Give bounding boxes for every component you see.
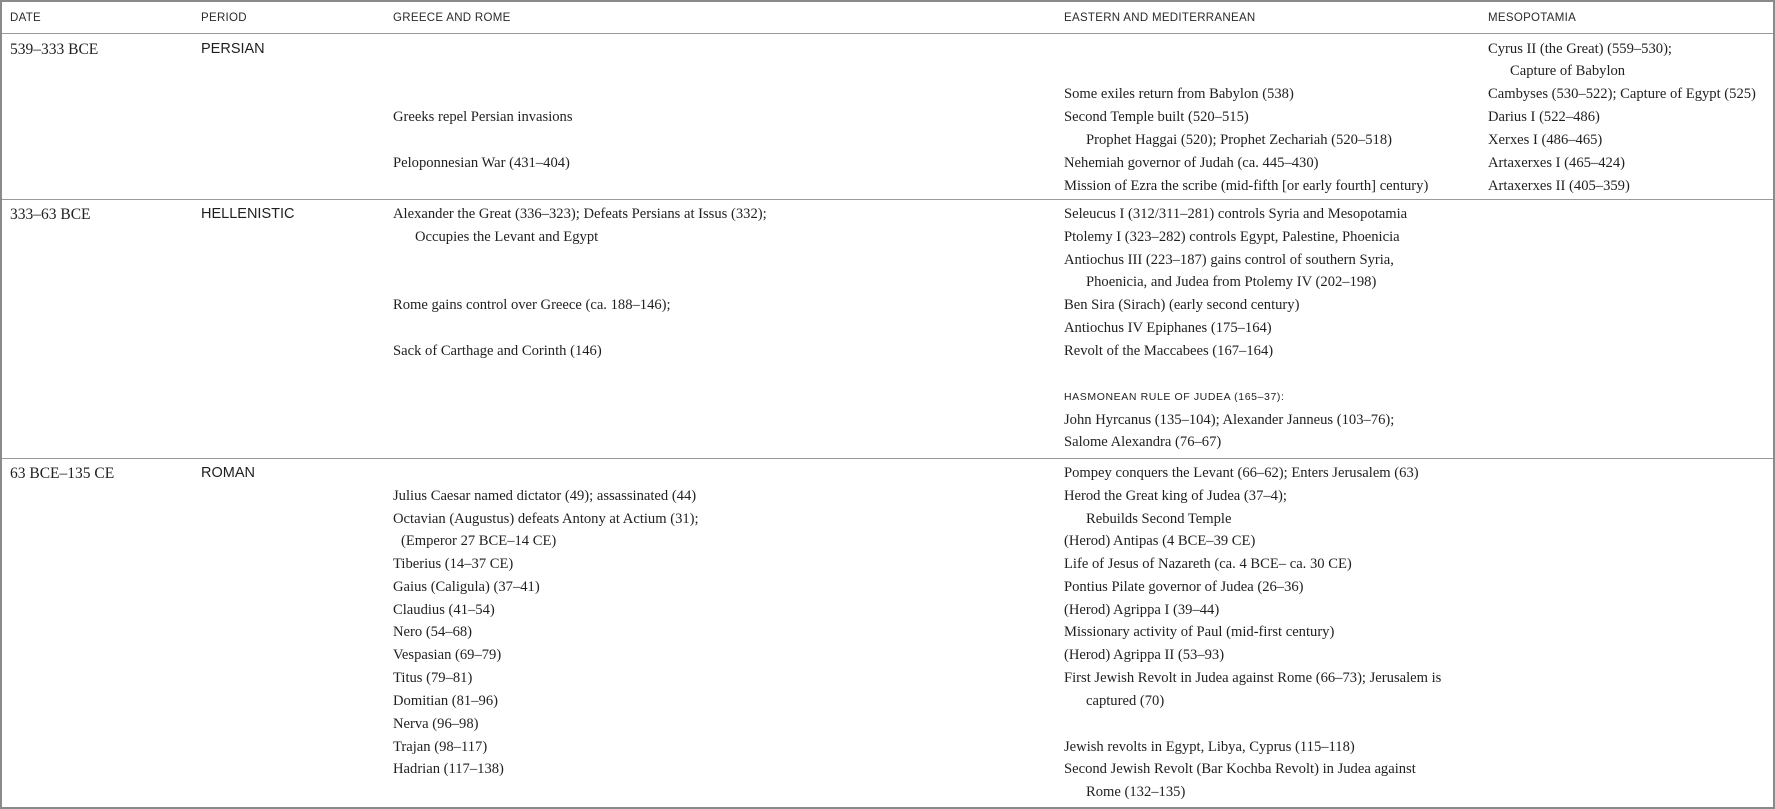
list-item: Salome Alexandra (76–67)	[1064, 434, 1222, 450]
list-item: Second Jewish Revolt (Bar Kochba Revolt) in Judea against	[1064, 761, 1416, 777]
header-mesopotamia: MESOPOTAMIA	[1488, 12, 1577, 24]
date-cell: 539–333 BCE	[10, 41, 99, 58]
list-item: Vespasian (69–79)	[393, 647, 502, 663]
section-hellenistic	[2, 200, 1773, 458]
list-item: Ptolemy I (323–282) controls Egypt, Palestine, Phoenicia	[1064, 229, 1400, 245]
list-item: (Herod) Agrippa II (53–93)	[1064, 647, 1225, 663]
header-date: DATE	[10, 12, 42, 24]
list-item: Mission of Ezra the scribe (mid-fifth [or early fourth] century)	[1064, 178, 1429, 194]
list-item: Tiberius (14–37 CE)	[393, 556, 514, 572]
list-item: Capture of Babylon	[1510, 63, 1626, 79]
list-item: Occupies the Levant and Egypt	[415, 229, 599, 245]
list-item: Antiochus IV Epiphanes (175–164)	[1064, 320, 1272, 336]
list-item: Darius I (522–486)	[1488, 109, 1600, 125]
list-item: John Hyrcanus (135–104); Alexander Janneus (103–76);	[1064, 412, 1395, 428]
list-item: Herod the Great king of Judea (37–4);	[1064, 488, 1287, 504]
section-roman	[2, 459, 1773, 805]
header-divider	[2, 33, 1773, 34]
list-item: Gaius (Caligula) (37–41)	[393, 579, 540, 595]
date-cell: 63 BCE–135 CE	[10, 465, 115, 482]
list-item: Cyrus II (the Great) (559–530);	[1488, 41, 1672, 57]
header-eastern-mediterranean: EASTERN AND MEDITERRANEAN	[1064, 12, 1256, 24]
list-item: Life of Jesus of Nazareth (ca. 4 BCE– ca. 30 CE)	[1064, 556, 1352, 572]
list-item: Artaxerxes I (465–424)	[1488, 155, 1625, 171]
list-item: Claudius (41–54)	[393, 602, 495, 618]
list-item: Peloponnesian War (431–404)	[393, 155, 570, 171]
list-item: Second Temple built (520–515)	[1064, 109, 1249, 125]
list-item: Pontius Pilate governor of Judea (26–36)	[1064, 579, 1304, 595]
list-item: Rome (132–135)	[1086, 784, 1186, 800]
list-item: Prophet Haggai (520); Prophet Zechariah (520–518)	[1086, 132, 1392, 148]
list-item: Octavian (Augustus) defeats Antony at Actium (31);	[393, 511, 699, 527]
list-item: Hadrian (117–138)	[393, 761, 504, 777]
list-item: Sack of Carthage and Corinth (146)	[393, 343, 602, 359]
list-item: Pompey conquers the Levant (66–62); Enters Jerusalem (63)	[1064, 465, 1419, 481]
period-cell: HELLENISTIC	[201, 206, 295, 222]
list-item: Antiochus III (223–187) gains control of southern Syria,	[1064, 252, 1394, 268]
list-item: Phoenicia, and Judea from Ptolemy IV (202–198)	[1086, 274, 1377, 290]
list-item: captured (70)	[1086, 693, 1165, 709]
list-item: Rebuilds Second Temple	[1086, 511, 1232, 527]
list-item: Revolt of the Maccabees (167–164)	[1064, 343, 1274, 359]
list-item: Ben Sira (Sirach) (early second century)	[1064, 297, 1300, 313]
date-cell: 333–63 BCE	[10, 206, 91, 223]
list-item: First Jewish Revolt in Judea against Rome (66–73); Jerusalem is	[1064, 670, 1442, 686]
list-item: Missionary activity of Paul (mid-first century)	[1064, 624, 1335, 640]
period-cell: PERSIAN	[201, 41, 265, 57]
header-period: PERIOD	[201, 12, 247, 24]
section-persian	[2, 35, 1773, 199]
list-item: Artaxerxes II (405–359)	[1488, 178, 1630, 194]
list-item: Domitian (81–96)	[393, 693, 498, 709]
list-item: (Herod) Agrippa I (39–44)	[1064, 602, 1220, 618]
list-item: Jewish revolts in Egypt, Libya, Cyprus (115–118)	[1064, 739, 1355, 755]
list-item: Some exiles return from Babylon (538)	[1064, 86, 1294, 102]
list-item: (Emperor 27 BCE–14 CE)	[401, 533, 557, 549]
list-item: Alexander the Great (336–323); Defeats Persians at Issus (332);	[393, 206, 767, 222]
list-item: (Herod) Antipas (4 BCE–39 CE)	[1064, 533, 1256, 549]
list-item: Nerva (96–98)	[393, 716, 479, 732]
list-item: Nero (54–68)	[393, 624, 473, 640]
period-cell: ROMAN	[201, 465, 255, 481]
list-item: Titus (79–81)	[393, 670, 473, 686]
subheading-hasmonean: HASMONEAN RULE OF JUDEA (165–37):	[1064, 391, 1285, 403]
list-item: Trajan (98–117)	[393, 739, 488, 755]
list-item: Julius Caesar named dictator (49); assassinated (44)	[393, 488, 697, 504]
list-item: Cambyses (530–522); Capture of Egypt (525)	[1488, 86, 1756, 102]
list-item: Seleucus I (312/311–281) controls Syria and Mesopotamia	[1064, 206, 1408, 222]
list-item: Xerxes I (486–465)	[1488, 132, 1603, 148]
list-item: Rome gains control over Greece (ca. 188–146);	[393, 297, 671, 313]
list-item: Greeks repel Persian invasions	[393, 109, 573, 125]
header-greece-rome: GREECE AND ROME	[393, 12, 511, 24]
list-item: Nehemiah governor of Judah (ca. 445–430)	[1064, 155, 1319, 171]
